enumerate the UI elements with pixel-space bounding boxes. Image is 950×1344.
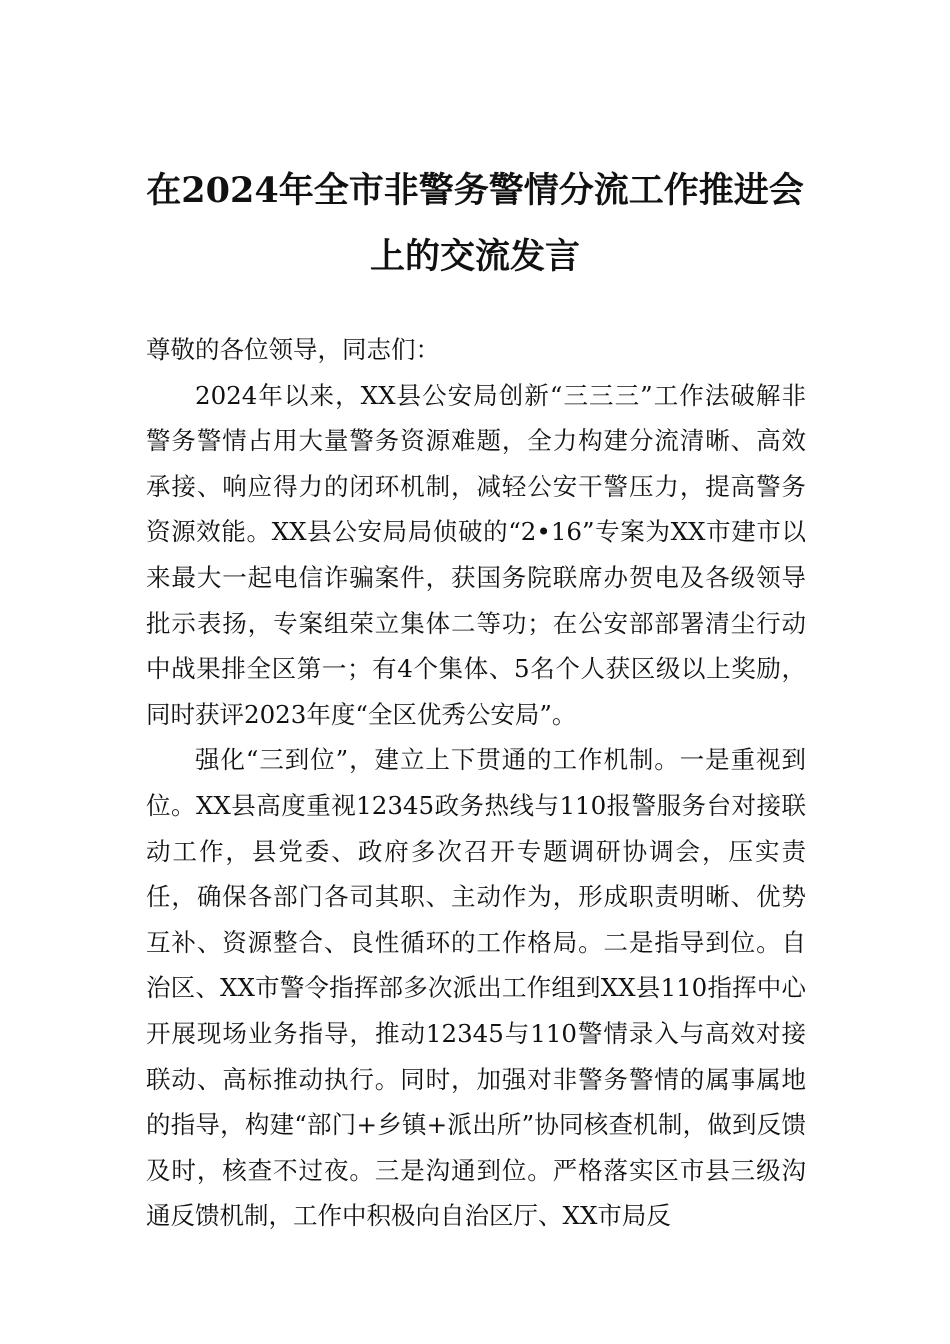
document-body bbox=[146, 327, 806, 1239]
title-line-2: 上的交流发言 bbox=[369, 236, 580, 277]
title-line-1: 在2024年全市非警务警情分流工作推进会 bbox=[146, 170, 804, 211]
paragraph-2: 强化“三到位”，建立上下贯通的工作机制。一是重视到位。XX县高度重视12345政务热线与110报警服务台对接联动工作，县党委、政府多次召开专题调研协调会，压实责任，确保各部门各司其职、主动作为，形成职责明晰、优势互补、资源整合、良性循环的工作格局。二是指导到位。自治区、XX市警令指挥部多次派出工作组到XX县110指挥中心开展现场业务指导，推动12345与110警情录入与高效对接联动、高标推动执行。同时，加强对非警务警情的属事属地的指导，构建“部门+乡镇+派出所”协同核查机制，做到反馈及时，核查不过夜。三是沟通到位。严格落实区市县三级沟通反馈机制，工作中积极向自治区厅、XX市局反 bbox=[146, 745, 806, 1231]
document-title bbox=[130, 158, 820, 290]
salutation: 尊敬的各位领导，同志们： bbox=[146, 335, 440, 364]
paragraph-1: 2024年以来，XX县公安局创新“三三三”工作法破解非警务警情占用大量警务资源难题，全力构建分流清晰、高效承接、响应得力的闭环机制，减轻公安干警压力，提高警务资源效能。XX县公安局局侦破的“2•16”专案为XX市建市以来最大一起电信诈骗案件，获国务院联席办贺电及各级领导批示表扬，专案组荣立集体二等功；在公安部部署清尘行动中战果排全区第一；有4个集体、5名个人获区级以上奖励，同时获评2023年度“全区优秀公安局”。 bbox=[146, 380, 806, 729]
